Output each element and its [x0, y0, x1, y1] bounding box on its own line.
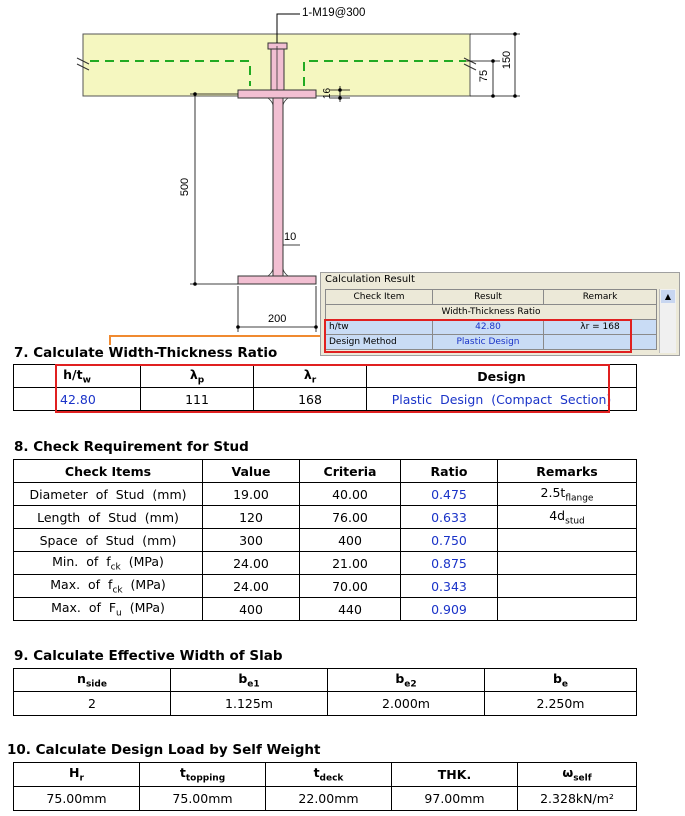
panel-row-result: 42.80 — [433, 320, 544, 335]
dim-75: 75 — [478, 69, 491, 83]
panel-title: Calculation Result — [325, 274, 415, 285]
panel-col-remark: Remark — [544, 290, 657, 305]
dim-150: 150 — [501, 50, 514, 70]
col-ratio: Ratio — [401, 460, 498, 483]
value-lambda-p: 111 — [141, 388, 254, 411]
table-row: Diameter of Stud (mm) 19.00 40.00 0.475 $2.5t_{flange}$ — [14, 483, 637, 506]
section-9-title: 9. Calculate Effective Width of Slab — [14, 648, 283, 664]
col-w-self: $\omega_{self}$ — [518, 763, 637, 787]
panel-row-result: Plastic Design — [433, 335, 544, 350]
col-remarks: Remarks — [498, 460, 637, 483]
stud-label: 1-M19@300 — [302, 7, 366, 19]
col-lambda-p: $\lambda_p$ — [141, 365, 254, 388]
table-row: Length of Stud (mm) 120 76.00 0.633 $4d_{stud}$ — [14, 506, 637, 529]
col-design: Design — [367, 365, 637, 388]
dim-200: 200 — [268, 313, 287, 325]
top-flange — [238, 90, 316, 98]
scroll-up-arrow-icon[interactable]: ▲ — [661, 290, 675, 303]
calculation-result-panel — [320, 272, 680, 356]
col-t-deck: $t_{deck}$ — [266, 763, 392, 787]
stud-head — [268, 43, 287, 49]
section-8-title: 8. Check Requirement for Stud — [14, 439, 249, 455]
col-n-side: $n_{side}$ — [14, 669, 171, 692]
dim-10: 10 — [284, 231, 297, 243]
stud-check-table — [13, 459, 637, 621]
dim-16: 16 — [322, 87, 334, 100]
table-row: Max. of $f_{ck}$ (MPa) 24.00 70.00 0.343 — [14, 575, 637, 598]
value-h-tw: 42.80 — [14, 388, 141, 411]
dim-500: 500 — [179, 177, 192, 197]
table-row: Space of Stud (mm) 300 400 0.750 — [14, 529, 637, 552]
section-10-title: 10. Calculate Design Load by Self Weight — [7, 742, 321, 758]
col-value: Value — [203, 460, 300, 483]
panel-col-result: Result — [433, 290, 544, 305]
col-h-tw: $h/t_w$ — [14, 365, 141, 388]
col-be: $b_e$ — [485, 669, 637, 692]
panel-subheader: Width-Thickness Ratio — [326, 305, 657, 320]
bottom-flange — [238, 276, 316, 284]
web — [273, 98, 283, 276]
col-criteria: Criteria — [300, 460, 401, 483]
panel-col-check-item: Check Item — [326, 290, 433, 305]
value-design: Plastic Design (Compact Section) — [367, 388, 637, 411]
panel-row-item: Design Method — [326, 335, 433, 350]
panel-row-remark: λr = 168 — [544, 320, 657, 335]
panel-scrollbar[interactable] — [659, 289, 676, 353]
self-weight-table: $H_r$ $t_{topping}$ $t_{deck}$ THK. $\omega_{self}$ 75.00mm 75.00mm 22.00mm 97.00mm 2.328kN/m² — [13, 762, 637, 811]
stud — [271, 46, 284, 94]
value-lambda-r: 168 — [254, 388, 367, 411]
col-lambda-r: $\lambda_r$ — [254, 365, 367, 388]
table-highlight — [55, 364, 610, 413]
col-check-items: Check Items — [14, 460, 203, 483]
table-row: Min. of $f_{ck}$ (MPa) 24.00 21.00 0.875 — [14, 552, 637, 575]
table-row: Max. of $F_u$ (MPa) 400 440 0.909 — [14, 598, 637, 621]
panel-row-item: h/tw — [326, 320, 433, 335]
callout-leader — [110, 336, 328, 345]
section-7-title: 7. Calculate Width-Thickness Ratio — [14, 345, 278, 361]
col-hr: $H_r$ — [14, 763, 140, 787]
col-be2: $b_{e2}$ — [328, 669, 485, 692]
panel-highlight — [324, 319, 632, 353]
col-t-topping: $t_{topping}$ — [140, 763, 266, 787]
col-be1: $b_{e1}$ — [171, 669, 328, 692]
col-thk: THK. — [392, 763, 518, 787]
effective-width-table: $n_{side}$ $b_{e1}$ $b_{e2}$ $b_e$ 2 1.125m 2.000m 2.250m — [13, 668, 637, 716]
